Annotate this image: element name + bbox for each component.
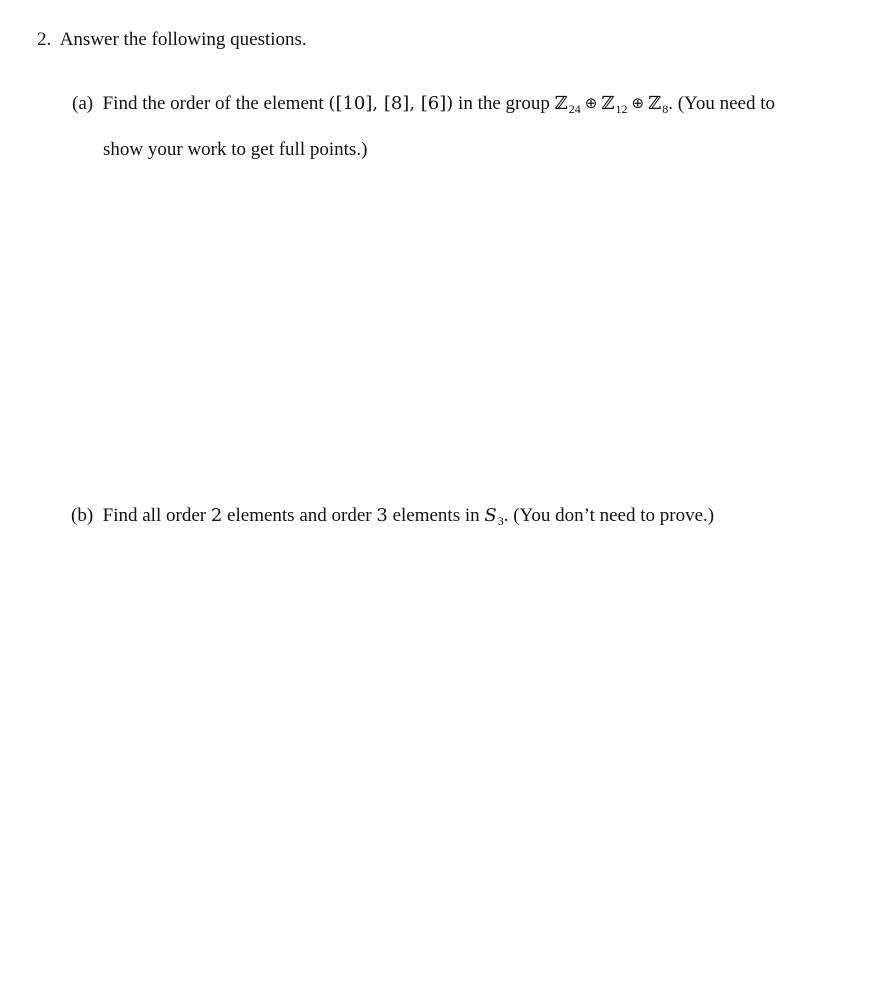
part-a-line-2 (103, 138, 367, 162)
direct-sum-symbol: ⊕ (631, 94, 645, 112)
part-a-continuation: show your work to get full points.) (103, 139, 368, 160)
part-b-text-3: elements in (392, 505, 480, 526)
problem-number: 2. (37, 29, 52, 50)
group-subscript-2: 12 (615, 102, 628, 116)
part-a-line-1 (72, 91, 775, 121)
part-a-group (555, 93, 669, 114)
direct-sum-symbol: ⊕ (584, 94, 598, 112)
part-a-label: (a) (72, 93, 94, 114)
part-a-text-3: . (You need to (668, 93, 775, 114)
part-b-number-2: 2 (210, 505, 223, 526)
integers-symbol: ℤ (601, 93, 615, 114)
part-a-element: ([10], [8], [6]) (328, 93, 454, 114)
symmetric-group-subscript: 3 (497, 514, 504, 528)
integers-symbol: ℤ (648, 93, 662, 114)
part-b-text-2: elements and order (227, 505, 372, 526)
symmetric-group (484, 505, 503, 526)
part-b-number-3: 3 (376, 505, 388, 526)
symmetric-group-symbol: S (484, 505, 497, 526)
part-b-text-4: . (You don’t need to prove.) (503, 505, 715, 526)
part-b-label: (b) (71, 505, 94, 526)
group-subscript-3: 8 (662, 102, 669, 116)
answer-space-b[interactable] (72, 540, 812, 980)
problem-heading (37, 28, 307, 52)
group-subscript-1: 24 (568, 102, 581, 116)
part-a-text-2: in the group (458, 93, 550, 114)
part-b-line-1 (71, 504, 714, 533)
integers-symbol: ℤ (554, 93, 568, 114)
part-a-text-1: Find the order of the element (102, 93, 324, 114)
part-b-text-1: Find all order (102, 505, 207, 526)
answer-space-a[interactable] (72, 175, 812, 485)
problem-heading-text: Answer the following questions. (59, 29, 307, 50)
